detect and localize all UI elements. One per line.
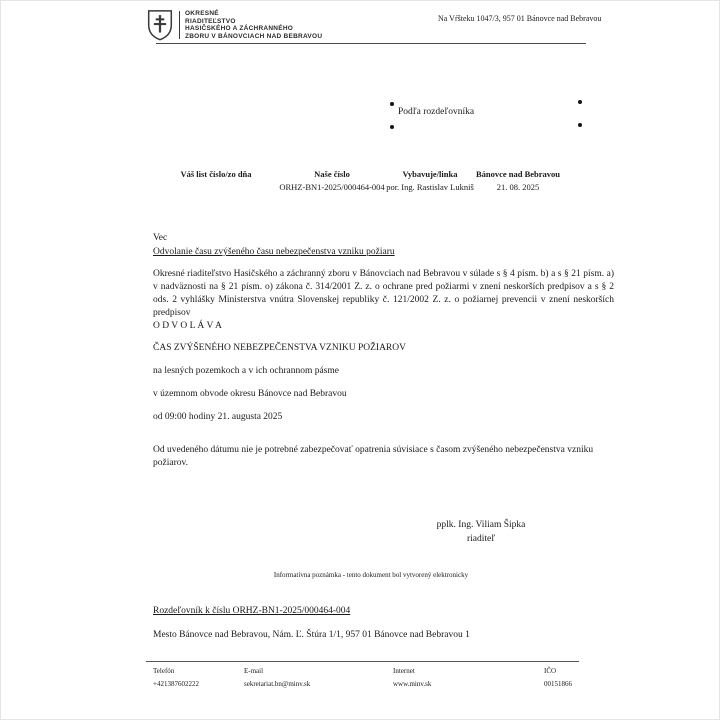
signer-title: riaditeľ [466,534,496,544]
ref-header: Váš list číslo/zo dňa [180,169,252,179]
footer-label: Internet [393,667,415,675]
org-line: HASIČSKÉHO A ZÁCHRANNÉHO [185,25,294,32]
hazz-shield-emblem-icon [145,9,175,41]
declaration-word: O D V O L Á V A [153,321,222,331]
footer-label: Telefón [153,667,175,675]
org-line: OKRESNÉ [185,10,219,17]
scope-line-district: v územnom obvode okresu Bánovce nad Bebravou [153,389,347,399]
signature-block [401,518,561,546]
footer-col-phone [153,665,199,690]
footer-value: +421387602222 [153,680,199,688]
ref-header: Naše číslo [314,169,350,179]
footer-value: sekretariat.bn@minv.sk [244,680,311,688]
address-window-dot [578,123,582,127]
electronic-note: Informatívna poznámka - tento dokument bol vytvorený elektronicky [273,571,469,579]
letterhead-address: Na Vŕšteku 1047/3, 957 01 Bánovce nad Bebravou [438,14,602,23]
subject-line: Odvolanie času zvýšeného času nebezpečenstva vzniku požiaru [153,247,395,257]
ref-value: 21. 08. 2025 [496,182,540,192]
subject-label: Vec [153,233,168,243]
signer-name: pplk. Ing. Viliam Šipka [436,520,526,530]
letterhead-rule [156,43,586,44]
address-window-dot [390,102,394,106]
body-paragraph-legal: Okresné riaditeľstvo Hasičského a záchranný zboru v Bánovciach nad Bebravou v súlade s § 4 písm. b) a s § 21 písm. a) v nadväznosti na § 21 písm. o) zákona č. 314/2001 Z. z. o ochrane pred požiarmi v znení neskorších predpisov a s § 2 ods. 2 vyhlášky Ministerstva vnútra Slovenskej republiky č. 121/2002 Z. z. o požiarnej prevencii v znení neskorších predpisov [153,269,614,318]
ref-header: Bánovce nad Bebravou [475,169,561,179]
footer-col-email [244,665,310,690]
footer-label: IČO [544,667,557,675]
distribution-heading: Rozdeľovník k číslu ORHZ-BN1-2025/000464-004 [153,606,351,616]
effective-datetime-line: od 09:00 hodiny 21. augusta 2025 [153,412,283,422]
address-window-dot [390,125,394,129]
footer-rule [146,661,579,662]
recipient-label: Podľa rozdeľovníka [398,107,475,117]
organization-name [185,10,322,40]
distribution-item: Mesto Bánovce nad Bebravou, Nám. Ľ. Štúra 1/1, 957 01 Bánovce nad Bebravou 1 [153,630,470,640]
ref-header: Vybavuje/linka [402,169,458,179]
ref-value: ORHZ-BN1-2025/000464-004 [279,182,385,192]
footer-col-ico [544,665,572,690]
footer-value: www.minv.sk [393,680,432,688]
footer-col-internet [393,665,431,690]
body-paragraph-closing: Od uvedeného dátumu nie je potrebné zabezpečovať opatrenia súvisiace s časom zvýšeného nebezpečenstva vzniku požiarov. [153,445,594,468]
ref-value: por. Ing. Rastislav Lukniš [386,182,474,192]
ref-col-place-date [458,168,578,194]
address-window-dot [578,100,582,104]
declaration-emphasis: ČAS ZVÝŠENÉHO NEBEZPEČENSTVA VZNIKU POŽIAROV [153,343,406,353]
scope-line-forest: na lesných pozemkoch a v ich ochrannom pásme [153,366,339,376]
footer-value: 00151866 [544,680,572,688]
org-line: RIADITEĽSTVO [185,17,236,25]
org-line: ZBORU V BÁNOVCIACH NAD BEBRAVOU [185,32,323,40]
footer-label: E-mail [244,667,264,675]
ref-col-your-ref [156,168,276,181]
letterhead-divider [179,11,180,39]
